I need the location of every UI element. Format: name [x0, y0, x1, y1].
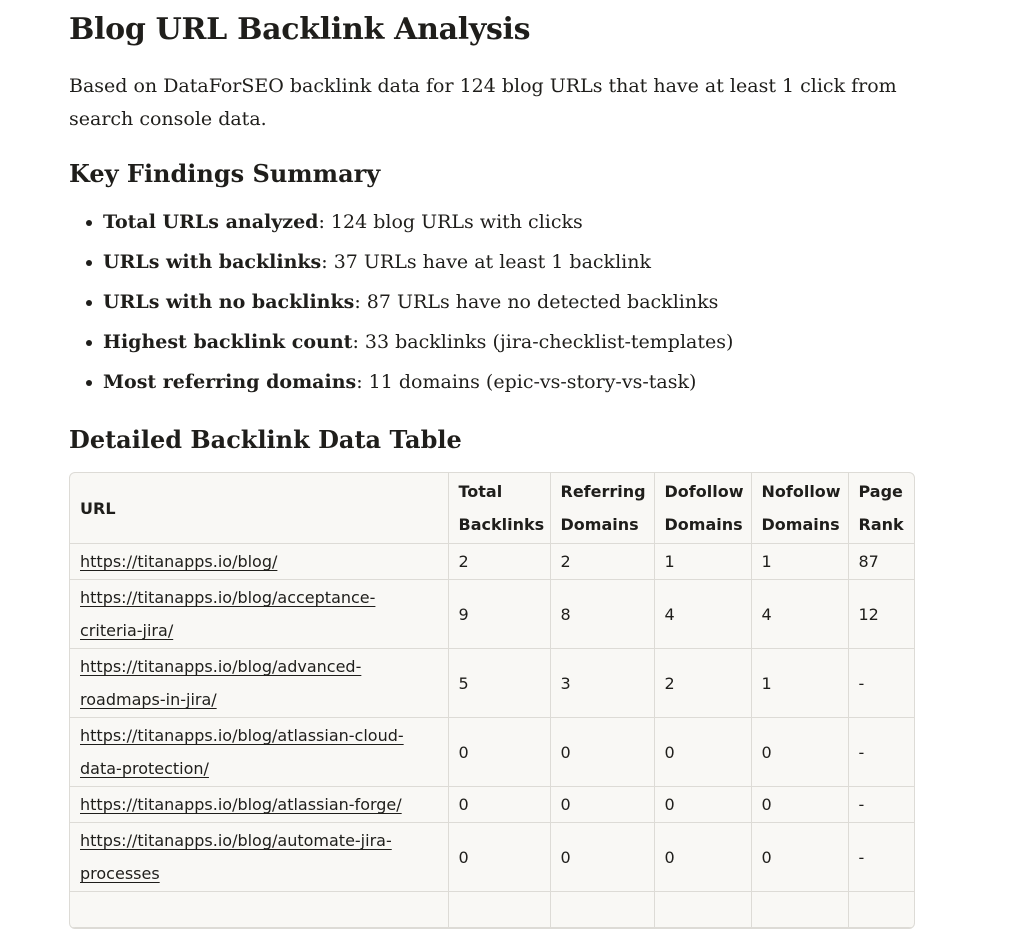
header-nofollow-domains: Nofollow Domains	[751, 473, 848, 544]
url-cell	[70, 718, 448, 787]
finding-text: : 87 URLs have no detected backlinks	[354, 291, 719, 313]
findings-heading: Key Findings Summary	[69, 159, 381, 188]
table-row	[70, 823, 914, 892]
header-dofollow-domains: Dofollow Domains	[654, 473, 751, 544]
table-row	[70, 718, 914, 787]
referring-domains-cell	[550, 892, 654, 928]
bullet-icon	[86, 220, 92, 226]
dofollow-domains-cell: 0	[654, 718, 751, 787]
url-cell	[70, 649, 448, 718]
total-backlinks-cell: 0	[448, 718, 550, 787]
referring-domains-cell: 0	[550, 787, 654, 823]
nofollow-domains-cell	[751, 892, 848, 928]
page-rank-cell	[848, 892, 914, 928]
url-link[interactable]: https://titanapps.io/blog/atlassian-forge/	[80, 795, 402, 814]
finding-label: Total URLs analyzed	[103, 211, 319, 233]
backlink-table	[70, 473, 914, 928]
intro-paragraph: Based on DataForSEO backlink data for 124 blog URLs that have at least 1 click from search console data.	[69, 75, 897, 130]
bullet-icon	[86, 340, 92, 346]
table-row	[70, 580, 914, 649]
list-item	[69, 246, 733, 286]
bullet-icon	[86, 260, 92, 266]
referring-domains-cell: 8	[550, 580, 654, 649]
table-row	[70, 544, 914, 580]
dofollow-domains-cell: 0	[654, 787, 751, 823]
nofollow-domains-cell: 0	[751, 718, 848, 787]
list-item	[69, 366, 733, 406]
dofollow-domains-cell: 1	[654, 544, 751, 580]
bullet-icon	[86, 380, 92, 386]
table-row	[70, 892, 914, 928]
finding-label: Highest backlink count	[103, 331, 353, 353]
url-link[interactable]: https://titanapps.io/blog/	[80, 552, 278, 571]
nofollow-domains-cell: 1	[751, 649, 848, 718]
table-header-row	[70, 473, 914, 544]
nofollow-domains-cell: 0	[751, 787, 848, 823]
url-cell	[70, 892, 448, 928]
url-link[interactable]: https://titanapps.io/blog/acceptance- criteria-jira/	[80, 588, 376, 640]
page-rank-cell: -	[848, 718, 914, 787]
header-page-rank: Page Rank	[848, 473, 914, 544]
total-backlinks-cell	[448, 892, 550, 928]
url-cell	[70, 823, 448, 892]
finding-label: URLs with no backlinks	[103, 291, 355, 313]
page-rank-cell: 87	[848, 544, 914, 580]
referring-domains-cell: 3	[550, 649, 654, 718]
finding-text: : 37 URLs have at least 1 backlink	[321, 251, 651, 273]
url-cell	[70, 787, 448, 823]
page-rank-cell: -	[848, 787, 914, 823]
total-backlinks-cell: 5	[448, 649, 550, 718]
url-link[interactable]: https://titanapps.io/blog/atlassian-cloud- data-protection/	[80, 726, 404, 778]
bullet-icon	[86, 300, 92, 306]
nofollow-domains-cell: 0	[751, 823, 848, 892]
findings-list	[69, 206, 733, 406]
total-backlinks-cell: 0	[448, 823, 550, 892]
total-backlinks-cell: 9	[448, 580, 550, 649]
url-link[interactable]: https://titanapps.io/blog/advanced- roadmaps-in-jira/	[80, 657, 362, 709]
dofollow-domains-cell: 2	[654, 649, 751, 718]
page-rank-cell: -	[848, 649, 914, 718]
finding-text: : 124 blog URLs with clicks	[318, 211, 583, 233]
nofollow-domains-cell: 4	[751, 580, 848, 649]
referring-domains-cell: 0	[550, 823, 654, 892]
list-item	[69, 206, 733, 246]
url-cell	[70, 580, 448, 649]
dofollow-domains-cell: 4	[654, 580, 751, 649]
table-row	[70, 649, 914, 718]
referring-domains-cell: 0	[550, 718, 654, 787]
url-cell	[70, 544, 448, 580]
page-rank-cell: 12	[848, 580, 914, 649]
header-total-backlinks: Total Backlinks	[448, 473, 550, 544]
page-rank-cell: -	[848, 823, 914, 892]
total-backlinks-cell: 2	[448, 544, 550, 580]
backlink-table-container	[69, 472, 915, 929]
url-link[interactable]: https://titanapps.io/blog/automate-jira- processes	[80, 831, 392, 883]
finding-text: : 33 backlinks (jira-checklist-templates)	[352, 331, 734, 353]
list-item	[69, 326, 733, 366]
header-referring-domains: Referring Domains	[550, 473, 654, 544]
finding-text: : 11 domains (epic-vs-story-vs-task)	[356, 371, 697, 393]
finding-label: Most referring domains	[103, 371, 357, 393]
header-url: URL	[70, 473, 448, 544]
dofollow-domains-cell	[654, 892, 751, 928]
table-row	[70, 787, 914, 823]
table-heading: Detailed Backlink Data Table	[69, 425, 462, 454]
referring-domains-cell: 2	[550, 544, 654, 580]
finding-label: URLs with backlinks	[103, 251, 322, 273]
nofollow-domains-cell: 1	[751, 544, 848, 580]
dofollow-domains-cell: 0	[654, 823, 751, 892]
page-title: Blog URL Backlink Analysis	[69, 12, 531, 47]
list-item	[69, 286, 733, 326]
total-backlinks-cell: 0	[448, 787, 550, 823]
